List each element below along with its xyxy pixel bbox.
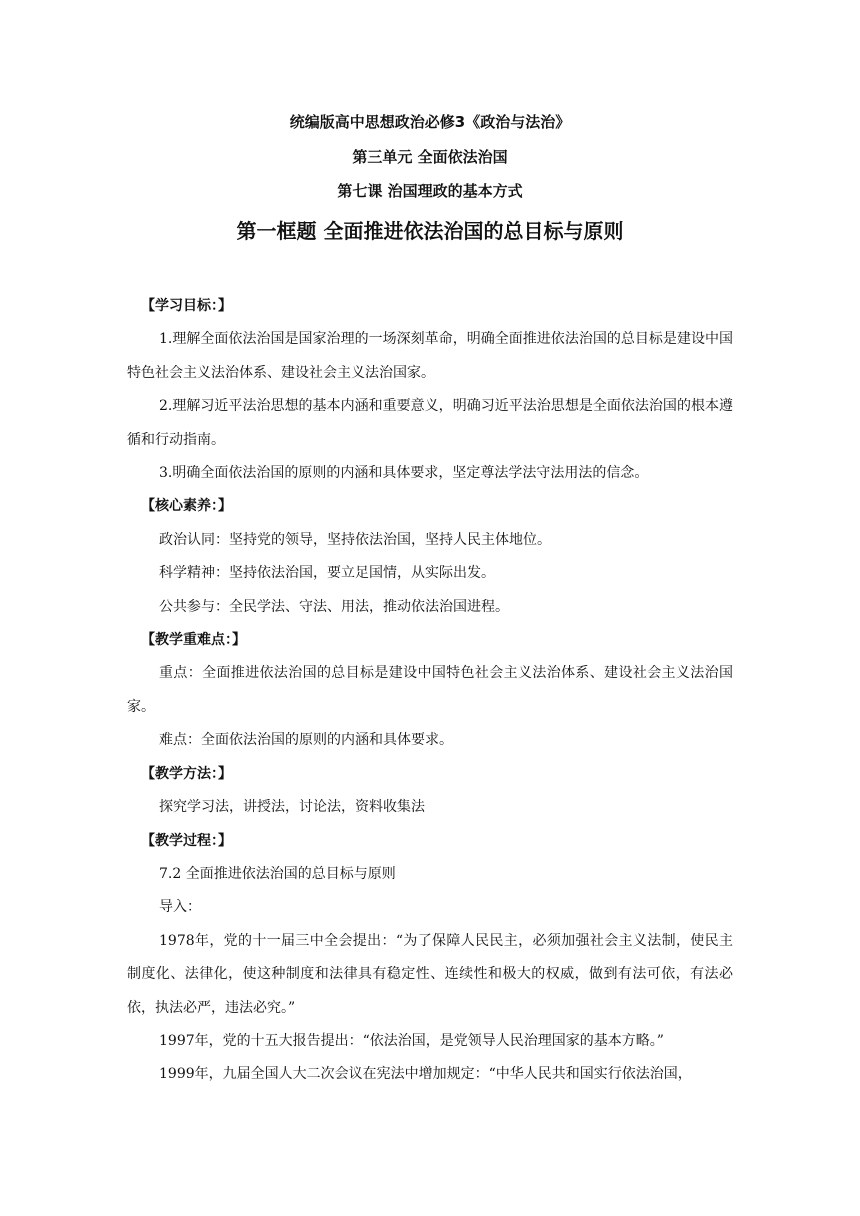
objective-item: 3.明确全面依法治国的原则的内涵和具体要求，坚定尊法学法守法用法的信念。 [159, 465, 649, 482]
literacy-heading: 【核心素养：】 [141, 498, 232, 515]
document-body [127, 290, 733, 1092]
process-item: 导入： [159, 899, 201, 916]
literacy-item: 科学精神：坚持依法治国，要立足国情，从实际出发。 [159, 565, 495, 582]
objective-item: 1.理解全面依法治国是国家治理的一场深刻革命，明确全面推进依法治国的总目标是建设中国特色社会主义法治体系、建设社会主义法治国家。 [127, 331, 733, 381]
key-points-heading: 【教学重难点：】 [141, 632, 246, 649]
key-point-item: 重点：全面推进依法治国的总目标是建设中国特色社会主义法治体系、建设社会主义法治国家。 [127, 665, 733, 715]
methods-heading: 【教学方法：】 [141, 765, 232, 782]
book-title: 统编版高中思想政治必修3《政治与法治》 [289, 113, 571, 131]
frame-title: 第一框题 全面推进依法治国的总目标与原则 [236, 219, 624, 243]
key-point-item: 难点：全面依法治国的原则的内涵和具体要求。 [159, 732, 453, 749]
process-item: 7.2 全面推进依法治国的总目标与原则 [159, 865, 396, 882]
literacy-item: 政治认同：坚持党的领导，坚持依法治国，坚持人民主体地位。 [159, 531, 551, 548]
objectives-heading: 【学习目标：】 [141, 298, 232, 314]
unit-title: 第三单元 全面依法治国 [352, 148, 508, 166]
literacy-item: 公共参与：全民学法、守法、用法，推动依法治国进程。 [159, 598, 509, 615]
process-item: 1999年，九届全国人大二次会议在宪法中增加规定：“中华人民共和国实行依法治国， [159, 1066, 692, 1083]
process-heading: 【教学过程：】 [141, 832, 232, 849]
lesson-title: 第七课 治国理政的基本方式 [337, 182, 523, 200]
method-item: 探究学习法，讲授法，讨论法，资料收集法 [159, 799, 425, 816]
objective-item: 2.理解习近平法治思想的基本内涵和重要意义，明确习近平法治思想是全面依法治国的根本遵循和行动指南。 [127, 398, 733, 448]
process-item: 1978年，党的十一届三中全会提出：“为了保障人民民主，必须加强社会主义法制，使民主制度化、法律化，使这种制度和法律具有稳定性、连续性和极大的权威，做到有法可依，有法必依，执法必严，违法必究。” [127, 932, 733, 1016]
process-item: 1997年，党的十五大报告提出：“依法治国，是党领导人民治理国家的基本方略。” [159, 1032, 664, 1049]
